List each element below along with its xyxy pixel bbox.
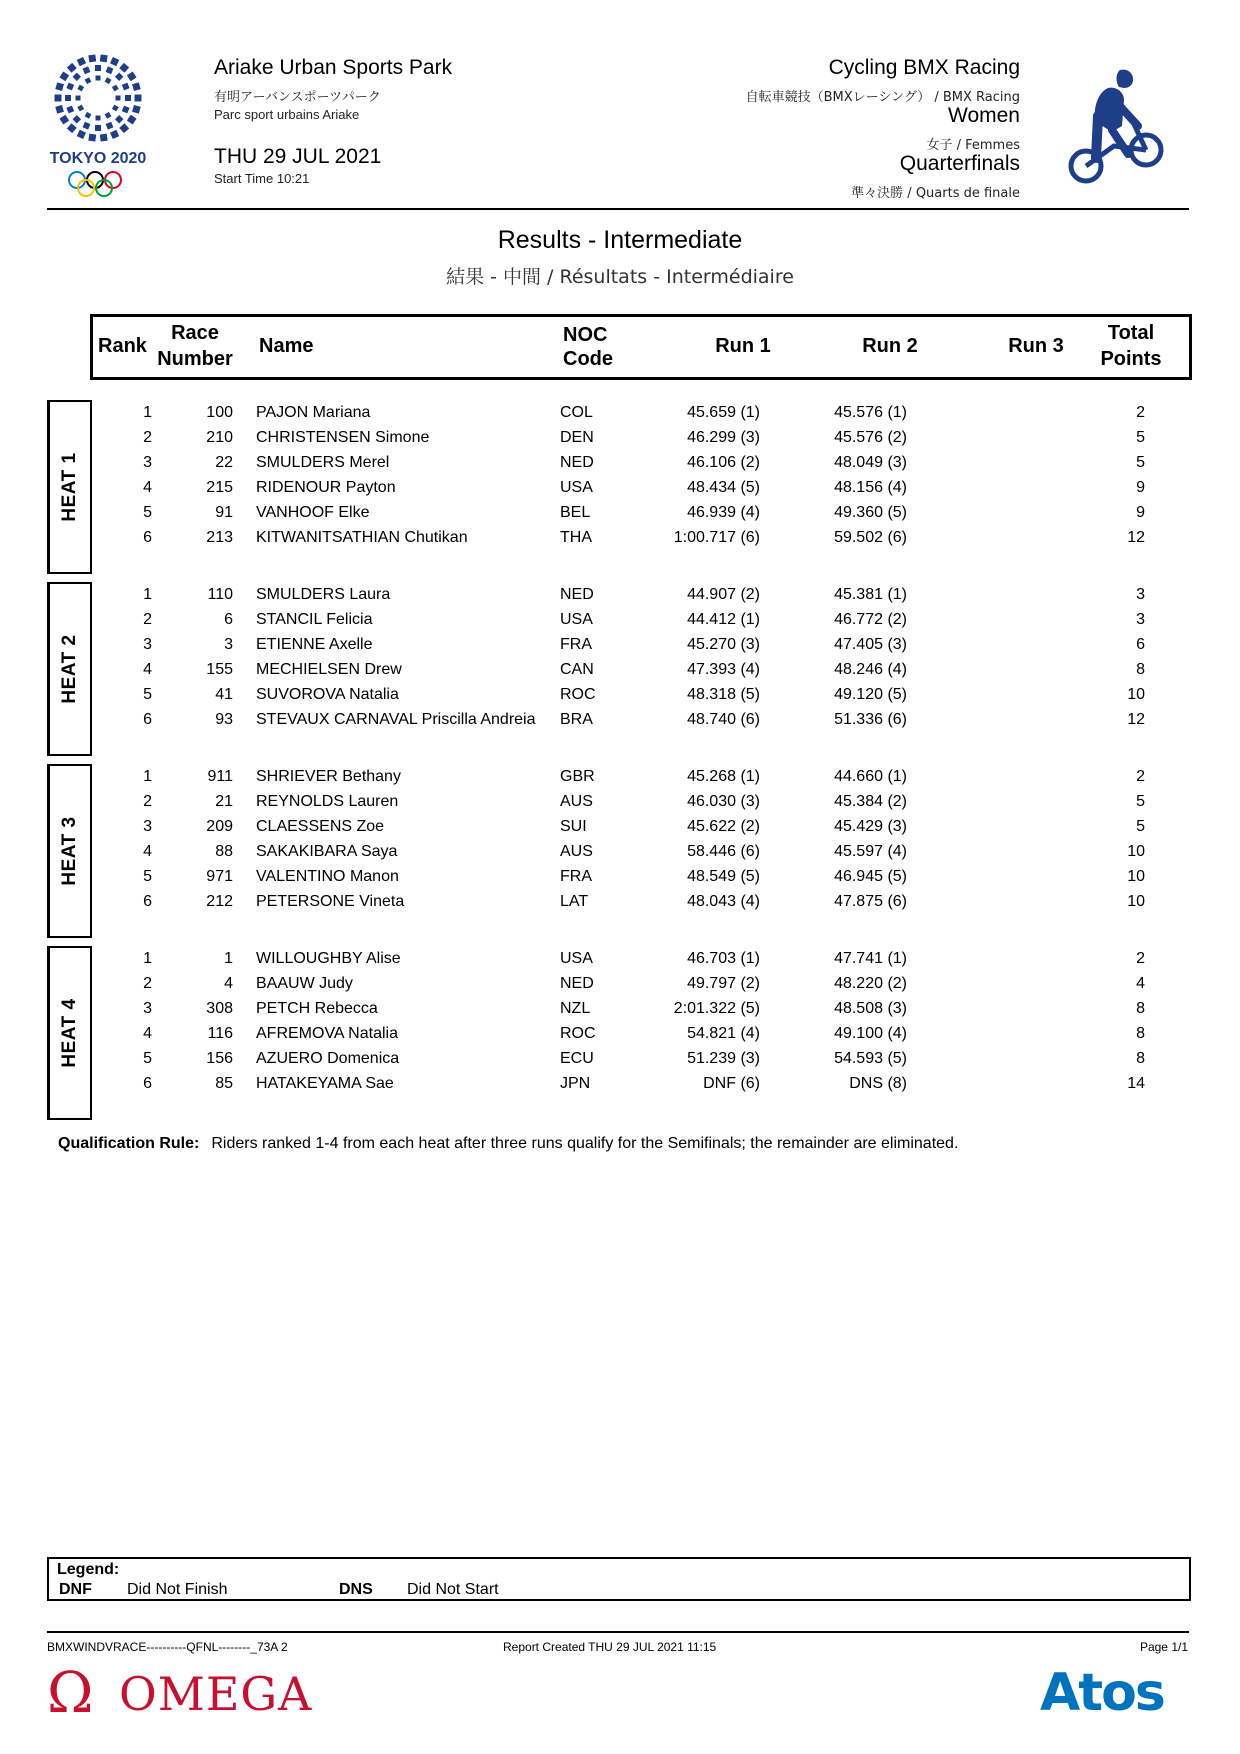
cell-rank: 4	[143, 479, 152, 496]
heat-label: HEAT 1	[59, 452, 80, 522]
cell-noc: FRA	[560, 868, 592, 885]
col-run3: Run 3	[1008, 335, 1064, 357]
cell-name: RIDENOUR Payton	[256, 479, 396, 496]
omega-logo	[47, 1664, 327, 1725]
table-row	[0, 971, 1240, 996]
cell-run1: 58.446 (6)	[687, 843, 760, 860]
col-run1: Run 1	[715, 335, 771, 357]
cell-name: SMULDERS Laura	[256, 586, 391, 603]
cell-bib: 1	[224, 950, 233, 967]
cell-noc: ECU	[560, 1050, 594, 1067]
cell-run2: 51.336 (6)	[834, 711, 907, 728]
heat-label: HEAT 4	[59, 998, 80, 1068]
cell-rank: 5	[143, 686, 152, 703]
cell-run1: DNF (6)	[703, 1075, 760, 1092]
cell-rank: 1	[143, 586, 152, 603]
cell-noc: ROC	[560, 1025, 596, 1042]
cell-bib: 215	[206, 479, 233, 496]
cell-run2: 49.360 (5)	[834, 504, 907, 521]
cell-rank: 1	[143, 404, 152, 421]
qualification-label: Qualification Rule:	[58, 1135, 200, 1152]
cell-run2: 45.429 (3)	[834, 818, 907, 835]
col-total-line2: Points	[1100, 348, 1162, 370]
cell-noc: THA	[560, 529, 592, 546]
cell-bib: 209	[206, 818, 233, 835]
table-row	[0, 1046, 1240, 1071]
cell-name: AZUERO Domenica	[256, 1050, 400, 1067]
omega-symbol-icon: Ω	[47, 1664, 94, 1720]
cell-run2: 45.576 (1)	[834, 404, 907, 421]
cell-rank: 5	[143, 504, 152, 521]
cell-noc: SUI	[560, 818, 587, 835]
cell-name: STEVAUX CARNAVAL Priscilla Andreia	[256, 711, 536, 728]
cell-rank: 4	[143, 661, 152, 678]
cell-bib: 88	[215, 843, 233, 860]
table-row	[0, 525, 1240, 550]
cell-bib: 3	[224, 636, 233, 653]
cell-run1: 46.939 (4)	[687, 504, 760, 521]
table-row	[0, 450, 1240, 475]
legend-text-dnf: Did Not Finish	[127, 1581, 228, 1598]
cell-bib: 212	[206, 893, 233, 910]
cell-run2: DNS (8)	[849, 1075, 907, 1092]
col-name: Name	[259, 335, 314, 357]
cell-noc: GBR	[560, 768, 595, 785]
cell-noc: FRA	[560, 636, 592, 653]
cell-name: CLAESSENS Zoe	[256, 818, 385, 835]
cell-rank: 3	[143, 1000, 152, 1017]
cell-name: VANHOOF Elke	[256, 504, 370, 521]
table-row	[0, 996, 1240, 1021]
cell-total: 9	[1136, 479, 1145, 496]
col-race-number-line1: Race	[171, 322, 219, 344]
cell-bib: 210	[206, 429, 233, 446]
cell-total: 12	[1127, 711, 1145, 728]
cell-noc: BRA	[560, 711, 593, 728]
cell-total: 8	[1136, 1000, 1145, 1017]
cell-total: 3	[1136, 611, 1145, 628]
venue-name-ja: 有明アーバンスポーツパーク	[214, 90, 381, 105]
phase-name-sub: 準々決勝 / Quarts de finale	[851, 186, 1020, 201]
cell-name: SUVOROVA Natalia	[256, 686, 399, 703]
cell-run1: 2:01.322 (5)	[673, 1000, 760, 1017]
cell-run2: 49.120 (5)	[834, 686, 907, 703]
page-title: Results - Intermediate	[497, 226, 743, 254]
cell-total: 6	[1136, 636, 1145, 653]
cell-total: 10	[1127, 686, 1145, 703]
table-row	[0, 764, 1240, 789]
cell-bib: 116	[207, 1025, 233, 1042]
col-noc-line2: Code	[563, 348, 613, 370]
cell-bib: 100	[206, 404, 233, 421]
cell-rank: 4	[143, 1025, 152, 1042]
footer-divider	[47, 1631, 1189, 1633]
header-divider	[47, 208, 1189, 210]
cell-run1: 48.740 (6)	[687, 711, 760, 728]
cell-run2: 47.875 (6)	[834, 893, 907, 910]
cell-run2: 48.049 (3)	[834, 454, 907, 471]
legend-code-dnf: DNF	[59, 1581, 92, 1598]
cell-name: PAJON Mariana	[256, 404, 371, 421]
svg-text:TOKYO 2020: TOKYO 2020	[49, 150, 147, 167]
page-number: Page 1/1	[1139, 1640, 1188, 1654]
cell-name: PETCH Rebecca	[256, 1000, 378, 1017]
table-row	[0, 400, 1240, 425]
tokyo-2020-logo	[48, 52, 148, 202]
cell-run2: 48.246 (4)	[834, 661, 907, 678]
cell-run1: 47.393 (4)	[687, 661, 760, 678]
cell-run2: 46.772 (2)	[834, 611, 907, 628]
cell-total: 9	[1136, 504, 1145, 521]
cell-rank: 3	[143, 454, 152, 471]
cell-noc: USA	[560, 950, 593, 967]
table-row	[0, 707, 1240, 732]
cell-run2: 46.945 (5)	[834, 868, 907, 885]
column-header	[90, 314, 1192, 380]
cell-noc: NED	[560, 975, 594, 992]
legend-title: Legend:	[57, 1561, 120, 1578]
cell-rank: 6	[143, 711, 152, 728]
cell-bib: 110	[207, 586, 233, 603]
table-row	[0, 682, 1240, 707]
cell-bib: 41	[215, 686, 233, 703]
cell-bib: 308	[206, 1000, 233, 1017]
legend-code-dns: DNS	[339, 1581, 373, 1598]
cell-run2: 54.593 (5)	[834, 1050, 907, 1067]
cell-bib: 155	[206, 661, 233, 678]
heat-label: HEAT 3	[59, 816, 80, 886]
cell-run2: 59.502 (6)	[834, 529, 907, 546]
cell-bib: 93	[215, 711, 233, 728]
gender-name: Women	[948, 104, 1020, 127]
cell-bib: 6	[224, 611, 233, 628]
cell-noc: AUS	[560, 793, 593, 810]
cell-name: SHRIEVER Bethany	[256, 768, 401, 785]
heat-label: HEAT 2	[59, 634, 80, 704]
table-row	[0, 814, 1240, 839]
cell-rank: 4	[143, 843, 152, 860]
cell-total: 5	[1136, 793, 1145, 810]
cell-total: 10	[1127, 893, 1145, 910]
table-row	[0, 1071, 1240, 1096]
cell-name: BAAUW Judy	[256, 975, 353, 992]
cell-rank: 5	[143, 1050, 152, 1067]
cell-bib: 22	[215, 454, 233, 471]
cell-run1: 45.659 (1)	[687, 404, 760, 421]
cell-total: 5	[1136, 454, 1145, 471]
cell-run1: 45.270 (3)	[687, 636, 760, 653]
cell-bib: 21	[215, 793, 233, 810]
cell-name: AFREMOVA Natalia	[256, 1025, 398, 1042]
col-rank: Rank	[98, 335, 147, 357]
cell-run2: 45.597 (4)	[834, 843, 907, 860]
cell-total: 5	[1136, 429, 1145, 446]
cell-rank: 3	[143, 636, 152, 653]
cell-name: SAKAKIBARA Saya	[256, 843, 398, 860]
cell-noc: NED	[560, 454, 594, 471]
cell-rank: 1	[143, 768, 152, 785]
tokyo-2020-emblem-icon	[48, 52, 148, 202]
cell-total: 10	[1127, 843, 1145, 860]
cell-run2: 47.405 (3)	[834, 636, 907, 653]
cell-total: 2	[1136, 404, 1145, 421]
gender-name-sub: 女子 / Femmes	[926, 138, 1020, 153]
cell-run1: 48.043 (4)	[687, 893, 760, 910]
report-created: Report Created THU 29 JUL 2021 11:15	[503, 1640, 717, 1654]
start-time: Start Time 10:21	[214, 171, 310, 186]
cell-noc: ROC	[560, 686, 596, 703]
cell-name: STANCIL Felicia	[256, 611, 373, 628]
cell-noc: AUS	[560, 843, 593, 860]
cell-rank: 6	[143, 529, 152, 546]
cell-total: 4	[1136, 975, 1145, 992]
cell-rank: 3	[143, 818, 152, 835]
cell-run1: 48.434 (5)	[687, 479, 760, 496]
cell-total: 5	[1136, 818, 1145, 835]
cell-name: SMULDERS Merel	[256, 454, 390, 471]
cell-run2: 48.220 (2)	[834, 975, 907, 992]
cell-noc: NZL	[560, 1000, 591, 1017]
cell-run1: 1:00.717 (6)	[673, 529, 760, 546]
cell-run1: 54.821 (4)	[687, 1025, 760, 1042]
cell-run2: 45.381 (1)	[834, 586, 907, 603]
cell-total: 14	[1127, 1075, 1145, 1092]
col-run2: Run 2	[862, 335, 918, 357]
atos-logo	[1040, 1660, 1190, 1725]
bmx-cyclist-icon	[1068, 66, 1164, 190]
cell-run2: 45.384 (2)	[834, 793, 907, 810]
cell-noc: BEL	[560, 504, 591, 521]
cell-noc: USA	[560, 611, 593, 628]
cell-run2: 48.508 (3)	[834, 1000, 907, 1017]
cell-total: 8	[1136, 1025, 1145, 1042]
cell-run1: 46.030 (3)	[687, 793, 760, 810]
cell-run2: 47.741 (1)	[834, 950, 907, 967]
cell-noc: CAN	[560, 661, 594, 678]
cell-run1: 45.622 (2)	[687, 818, 760, 835]
table-row	[0, 889, 1240, 914]
cell-run1: 46.106 (2)	[687, 454, 760, 471]
cell-rank: 2	[143, 429, 152, 446]
legend-box	[47, 1557, 1191, 1601]
cell-run1: 48.549 (5)	[687, 868, 760, 885]
svg-text:Atos: Atos	[1040, 1663, 1164, 1720]
cell-name: VALENTINO Manon	[256, 868, 399, 885]
cell-noc: COL	[560, 404, 593, 421]
cell-run1: 48.318 (5)	[687, 686, 760, 703]
cell-run1: 44.907 (2)	[687, 586, 760, 603]
cell-run2: 45.576 (2)	[834, 429, 907, 446]
cell-total: 10	[1127, 868, 1145, 885]
report-code: BMXWINDVRACE----------QFNL--------_73A 2	[47, 1640, 288, 1654]
cell-total: 2	[1136, 768, 1145, 785]
cell-run1: 45.268 (1)	[687, 768, 760, 785]
cell-noc: LAT	[560, 893, 589, 910]
table-row	[0, 632, 1240, 657]
cell-bib: 4	[224, 975, 233, 992]
svg-text:OMEGA: OMEGA	[119, 1667, 313, 1720]
cell-name: WILLOUGHBY Alise	[256, 950, 401, 967]
cell-total: 2	[1136, 950, 1145, 967]
cell-run2: 48.156 (4)	[834, 479, 907, 496]
cell-bib: 911	[207, 768, 233, 785]
cell-name: ETIENNE Axelle	[256, 636, 373, 653]
cell-run1: 49.797 (2)	[687, 975, 760, 992]
sport-name-sub: 自転車競技（BMXレーシング） / BMX Racing	[745, 90, 1020, 105]
phase-name: Quarterfinals	[899, 152, 1020, 175]
table-row	[0, 864, 1240, 889]
cell-total: 8	[1136, 1050, 1145, 1067]
table-row	[0, 657, 1240, 682]
cell-noc: DEN	[560, 429, 594, 446]
col-race-number-line2: Number	[157, 348, 233, 370]
cell-rank: 2	[143, 793, 152, 810]
cell-total: 8	[1136, 661, 1145, 678]
cell-rank: 5	[143, 868, 152, 885]
cell-bib: 91	[215, 504, 233, 521]
cell-bib: 156	[206, 1050, 233, 1067]
table-row	[0, 607, 1240, 632]
cell-rank: 6	[143, 1075, 152, 1092]
table-row	[0, 500, 1240, 525]
venue-name-fr: Parc sport urbains Ariake	[214, 107, 360, 122]
col-total-line1: Total	[1107, 322, 1155, 344]
cell-run1: 44.412 (1)	[687, 611, 760, 628]
cell-run1: 51.239 (3)	[687, 1050, 760, 1067]
cell-total: 12	[1127, 529, 1145, 546]
cell-noc: JPN	[560, 1075, 591, 1092]
table-row	[0, 789, 1240, 814]
cell-run2: 44.660 (1)	[834, 768, 907, 785]
cell-rank: 1	[143, 950, 152, 967]
cell-rank: 2	[143, 975, 152, 992]
sport-name: Cycling BMX Racing	[828, 56, 1020, 79]
page-subtitle: 結果 - 中間 / Résultats - Intermédiaire	[446, 266, 794, 288]
cell-bib: 85	[215, 1075, 233, 1092]
cell-bib: 971	[206, 868, 233, 885]
qualification-text: Riders ranked 1-4 from each heat after three runs qualify for the Semifinals; the remainder are eliminated.	[211, 1135, 959, 1152]
table-row	[0, 946, 1240, 971]
cell-name: REYNOLDS Lauren	[256, 793, 399, 810]
table-row	[0, 1021, 1240, 1046]
cell-noc: NED	[560, 586, 594, 603]
cell-name: MECHIELSEN Drew	[256, 661, 402, 678]
table-row	[0, 582, 1240, 607]
cell-name: CHRISTENSEN Simone	[256, 429, 430, 446]
cell-name: PETERSONE Vineta	[256, 893, 405, 910]
legend-text-dns: Did Not Start	[407, 1581, 499, 1598]
table-row	[0, 475, 1240, 500]
cell-noc: USA	[560, 479, 593, 496]
cell-rank: 6	[143, 893, 152, 910]
table-row	[0, 425, 1240, 450]
event-date: THU 29 JUL 2021	[214, 145, 382, 168]
table-row	[0, 839, 1240, 864]
cell-run1: 46.299 (3)	[687, 429, 760, 446]
col-noc-line1: NOC	[563, 324, 608, 346]
cell-rank: 2	[143, 611, 152, 628]
cell-bib: 213	[206, 529, 233, 546]
venue-name: Ariake Urban Sports Park	[214, 56, 453, 79]
qualification-rule	[58, 1135, 958, 1153]
cell-name: KITWANITSATHIAN Chutikan	[256, 529, 468, 546]
cell-name: HATAKEYAMA Sae	[256, 1075, 394, 1092]
cell-run2: 49.100 (4)	[834, 1025, 907, 1042]
cell-total: 3	[1136, 586, 1145, 603]
cell-run1: 46.703 (1)	[687, 950, 760, 967]
